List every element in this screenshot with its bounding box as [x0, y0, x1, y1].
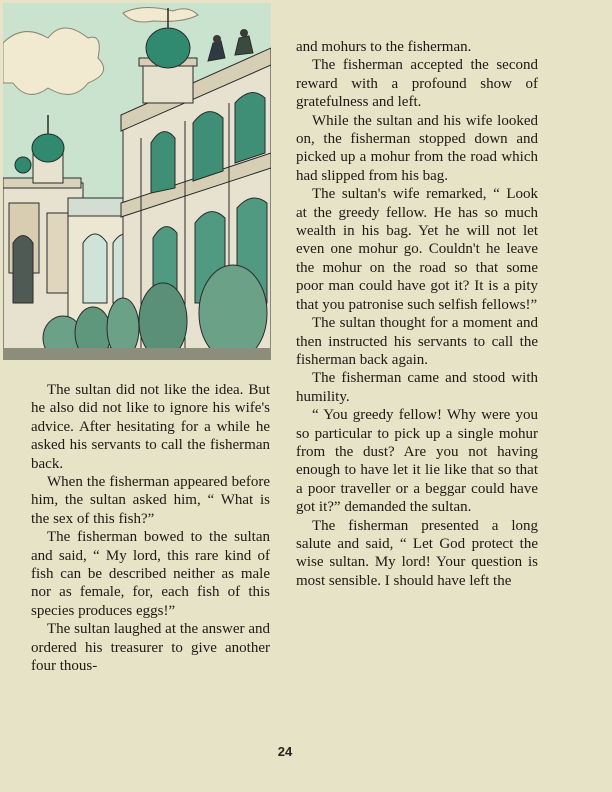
palace-illustration [3, 3, 271, 360]
paragraph-continuation: and mohurs to the fisherman. [296, 39, 472, 55]
paragraph: The sultan thought for a moment and then instructed his servants to call the fisherman back again. [296, 315, 538, 368]
left-text-column [31, 381, 270, 676]
paragraph: The sultan laughed at the answer and ordered his treasurer to give another four thous- [31, 621, 270, 675]
paragraph: The fisherman came and stood with humility. [296, 370, 538, 405]
palace-illustration-drawing [3, 3, 271, 360]
paragraph: When the fisherman appeared before him, the sultan asked him, “ What is the sex of this fish?” [31, 474, 270, 527]
paragraph: “ You greedy fellow! Why were you so particular to pick up a single mohur from the dust? Are you not having enough to have let it lie like that so that a poor traveller or a beggar could have got it?” demanded the sultan. [296, 407, 538, 516]
right-text-column [296, 38, 538, 590]
paragraph: The fisherman bowed to the sultan and said, “ My lord, this rare kind of fish can be described neither as male nor as female, for, each fish of this species produces eggs!” [31, 529, 270, 619]
paragraph: While the sultan and his wife looked on, the fisherman stopped down and picked up a mohur from the road which had slipped from his bag. [296, 112, 538, 184]
paragraph: The fisherman accepted the second reward with a profound show of gratefulness and left. [296, 57, 538, 111]
paragraph: The fisherman presented a long salute and said, “ Let God protect the wise sultan. My lord! Your question is most sensible. I should have left the [296, 517, 538, 589]
paragraph: The sultan's wife remarked, “ Look at the greedy fellow. He has so much wealth in his bag. Yet he will not let even one mohur go. Couldn't he leave the mohur on the road so that some poor man could have got it? It is a pity that you patronise such selfish fellows!” [296, 186, 538, 313]
paragraph: The sultan did not like the idea. But he also did not like to ignore his wife's advice. After hesitating for a while he asked his servants to call the fisherman back. [31, 382, 270, 472]
page-number: 24 [277, 744, 293, 759]
